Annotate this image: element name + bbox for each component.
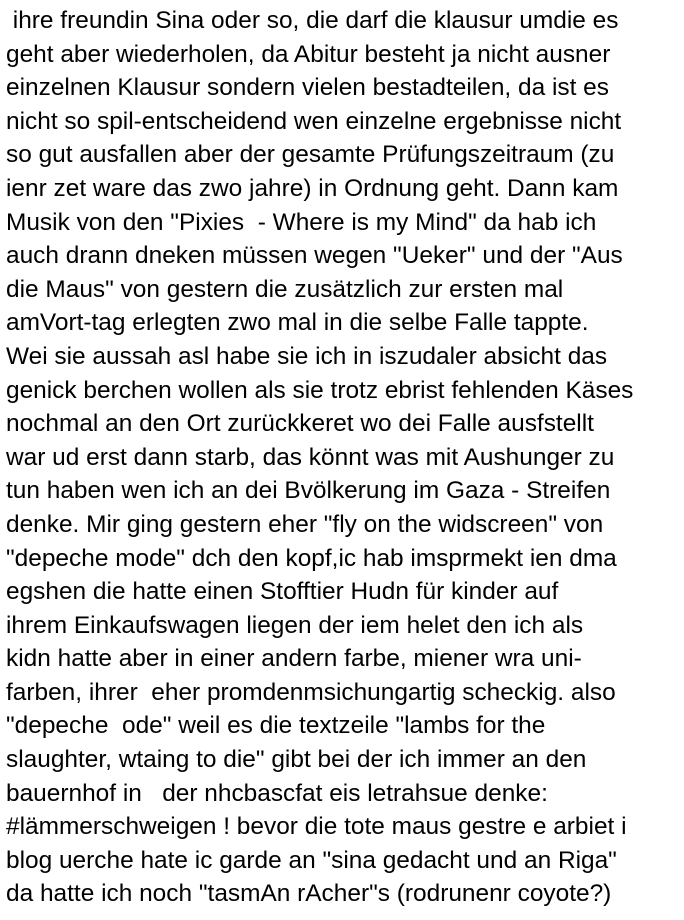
text-line-24: bauernhof in der nhcbascfat eis letrahsue denke: — [6, 779, 548, 807]
text-line-2: geht aber wiederholen, da Abitur besteht ja nicht ausner — [6, 40, 611, 68]
text-line-22: "depeche ode" weil es die textzeile "lambs for the — [6, 712, 546, 740]
text-line-8: auch drann dneken müssen wegen "Ueker" und der "Aus — [6, 242, 623, 270]
text-line-16: denke. Mir ging gestern eher "fly on the widscreen" von — [6, 510, 604, 538]
text-line-6: ienr zet ware das zwo jahre) in Ordnung geht. Dann kam — [6, 174, 619, 202]
text-line-12: genick berchen wollen als sie trotz ebrist fehlenden Käses — [6, 376, 634, 404]
text-line-20: kidn hatte aber in einer andern farbe, miener wra uni- — [6, 645, 582, 673]
text-line-7: Musik von den "Pixies - Where is my Mind" da hab ich — [6, 208, 597, 236]
text-line-18: egshen die hatte einen Stofftier Hudn für kinder auf — [6, 578, 559, 606]
text-line-21: farben, ihrer eher promdenmsichungartig scheckig. also — [6, 678, 616, 706]
text-line-3: einzelnen Klausur sondern vielen bestadteilen, da ist es — [6, 74, 609, 102]
text-line-26: blog uerche hate ic garde an "sina gedacht und an Riga" — [6, 846, 617, 874]
text-line-27: da hatte ich noch "tasmAn rAcher"s (rodrunenr coyote?) — [6, 880, 612, 908]
text-line-11: Wei sie aussah asl habe sie ich in iszudaler absicht das — [6, 342, 608, 370]
text-line-25: #lämmerschweigen ! bevor die tote maus gestre e arbiet i — [6, 813, 627, 841]
text-line-5: so gut ausfallen aber der gesamte Prüfungszeitraum (zu — [6, 141, 615, 169]
text-line-19: ihrem Einkaufswagen liegen der iem helet den ich als — [6, 611, 584, 639]
text-line-4: nicht so spil-entscheidend wen einzelne ergebnisse nicht — [6, 107, 622, 135]
text-line-14: war ud erst dann starb, das könnt was mit Aushunger zu — [6, 443, 615, 471]
text-line-17: "depeche mode" dch den kopf,ic hab imsprmekt ien dma — [6, 544, 617, 572]
text-line-13: nochmal an den Ort zurückkeret wo dei Falle ausfstellt — [6, 410, 594, 438]
text-line-1: ihre freundin Sina oder so, die darf die klausur umdie es — [6, 7, 619, 34]
text-line-10: amVort-tag erlegten zwo mal in die selbe Falle tappte. — [6, 309, 589, 337]
text-line-23: slaughter, wtaing to die" gibt bei der ich immer an den — [6, 746, 587, 774]
text-line-9: die Maus" von gestern die zusätzlich zur ersten mal — [6, 275, 564, 303]
text-line-15: tun haben wen ich an dei Bvölkerung im Gaza - Streifen — [6, 477, 611, 505]
